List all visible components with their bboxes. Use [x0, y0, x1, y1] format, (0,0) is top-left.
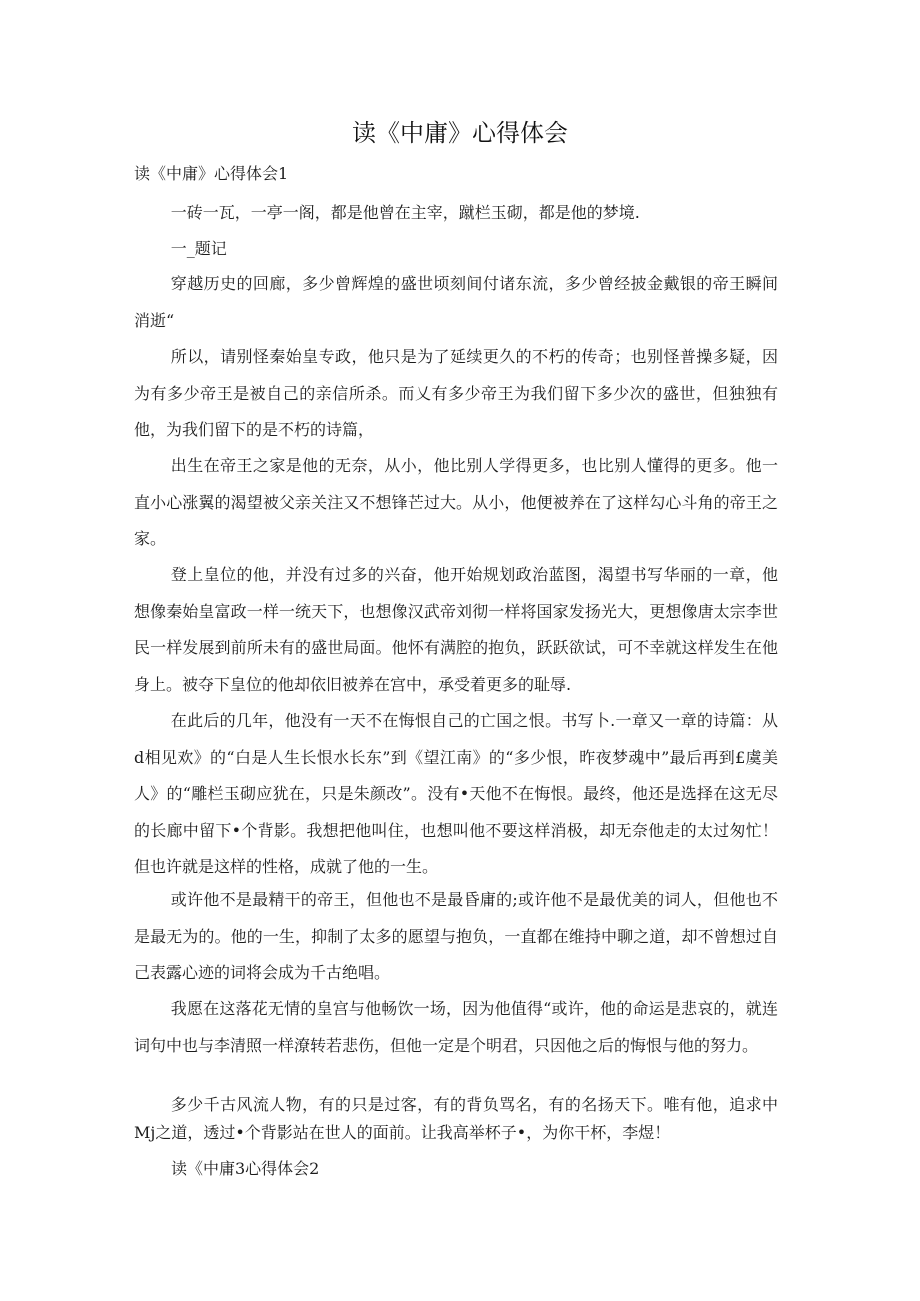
paragraph-3: 穿越历史的回廊，多少曾辉煌的盛世顷刻间付诸东流，多少曾经披金戴银的帝王瞬间消逝“ — [134, 274, 778, 330]
paragraph-1: 一砖一瓦，一亭一阁，都是他曾在主宰，蹴栏玉砌，都是他的梦境. — [170, 203, 640, 222]
paragraph-4: 所以，请别怪秦始皇专政，他只是为了延续更久的不朽的传奇；也别怪普操多疑，因为有多少帝王是被自己的亲信所杀。而乂有多少帝王为我们留下多少次的盛世，但独独有他，为我们留下的是不朽的诗篇， — [134, 347, 778, 440]
paragraph-epigraph: 一_题记 — [170, 239, 227, 258]
paragraph-6: 登上皇位的他，并没有过多的兴奋，他开始规划政治蓝图，渴望书写华丽的一章，他想像秦始皇富政一样一统天下，也想像汉武帝刘彻一样将国家发扬光大，更想像唐太宗李世民一样发展到前所未有的盛世局面。他怀有满腔的抱负，跃跃欲试，可不幸就这样发生在他身上。被夺下皇位的他却依旧被养在宫中，承受着更多的耻辱. — [134, 565, 778, 694]
section-heading-1: 读《中庸》心得体会1 — [134, 164, 289, 183]
section-heading-2: 读《中庸3心得体会2 — [171, 1159, 320, 1178]
paragraph-7: 在此后的几年，他没有一天不在悔恨自己的亡国之恨。书写卜.一章又一章的诗篇：从d相见欢》的“白是人生长恨水长东”到《望江南》的“多少恨，昨夜梦魂中”最后再到£虞美人》的“雕栏玉砌应犹在，只是朱颜改”。没有•天他不在悔恨。最终，他还是选择在这无尽的长廊中留下•个背影。我想把他叫住，也想叫他不要这样消极，却无奈他走的太过匆忙！但也许就是这样的性格，成就了他的一生。 — [134, 711, 778, 877]
paragraph-8: 或许他不是最精干的帝王，但他也不是最昏庸的;或许他不是最优美的词人，但他也不是最无为的。他的一生，抑制了太多的愿望与抱负，一直都在维持中聊之道，却不曾想过自己表露心迹的词将会成为千古绝唱。 — [134, 890, 778, 983]
document-title: 读《中庸》心得体会 — [352, 119, 568, 147]
paragraph-5: 出生在帝王之家是他的无奈，从小，他比别人学得更多，也比别人懂得的更多。他一直小心涨翼的渴望被父亲关注又不想锋芒过大。从小，他便被养在了这样勾心斗角的帝王之家。 — [134, 456, 778, 549]
paragraph-9: 我愿在这落花无情的皇宫与他畅饮一场，因为他值得“或许，他的命运是悲哀的，就连词句中也与李清照一样潦转若悲伤，但他一定是个明君，只因他之后的悔恨与他的努力。 — [134, 999, 778, 1055]
paragraph-10: 多少千古风流人物，有的只是过客，有的背负骂名，有的名扬天下。唯有他，追求中Mj之道，透过•个背影站在世人的面前。让我高举杯子•，为你干杯，李煜！ — [134, 1095, 778, 1142]
